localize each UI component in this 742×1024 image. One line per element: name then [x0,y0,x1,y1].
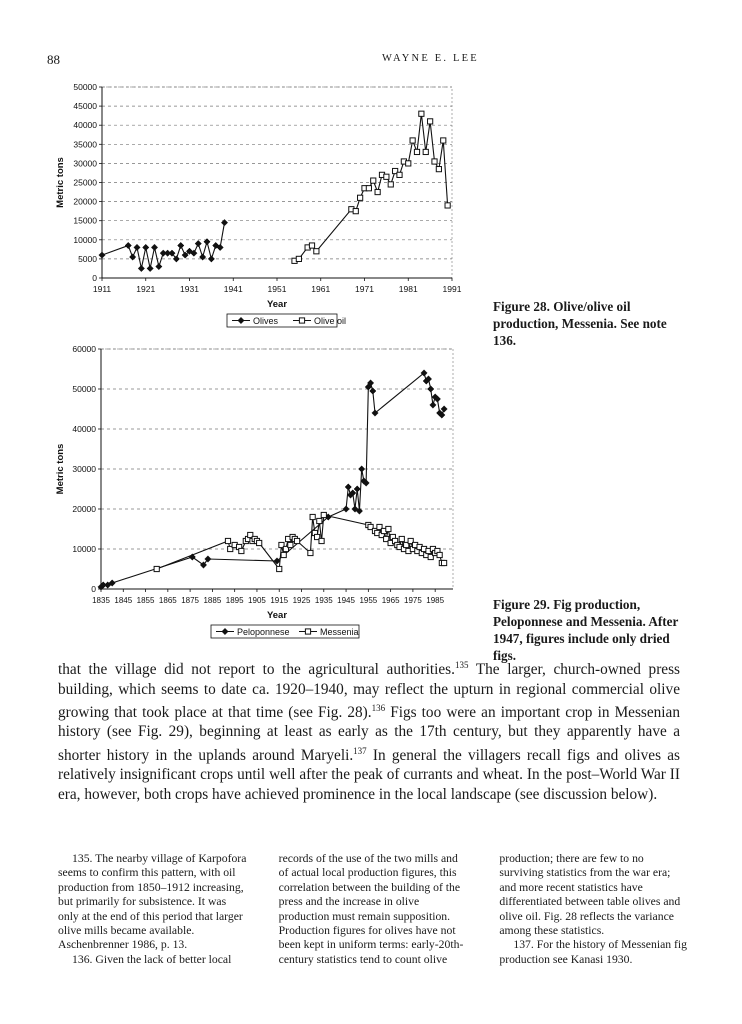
data-point [371,178,376,183]
x-tick-label: 1845 [114,596,133,605]
data-point [309,243,314,248]
figure-28-chart [0,70,742,335]
y-tick-label: 0 [92,273,97,283]
footnote-135: 135. The nearby village of Karpofora seems to confirm this pattern, with oil production from 1850–1912 increasing, but primarily for subsistence. It was only at the end of this period that larger olive mills became available. Aschenbrenner 1986, p. 13. [58,852,247,952]
data-point [294,538,299,543]
data-point [156,263,162,269]
data-point [345,484,351,490]
data-point [410,138,415,143]
data-point [406,161,411,166]
data-point [225,538,230,543]
data-point [99,252,105,258]
x-tick-label: 1865 [158,596,177,605]
data-point [436,167,441,172]
data-point [423,149,428,154]
x-tick-label: 1855 [136,596,155,605]
x-tick-label: 1935 [314,596,333,605]
footnote-column-2 [279,852,468,967]
x-tick-label: 1835 [92,596,110,605]
data-point [432,159,437,164]
y-tick-label: 15000 [73,215,97,226]
y-tick-label: 45000 [73,101,97,112]
data-point [428,386,434,392]
y-tick-label: 20000 [73,196,97,207]
x-tick-label: 1895 [225,596,244,605]
data-point [414,149,419,154]
footnote-column-1 [58,852,247,967]
legend-marker [299,318,304,323]
data-point [310,514,315,519]
y-tick-label: 20000 [72,504,96,514]
data-point [441,406,447,412]
figure-28-caption: Figure 28. Olive/olive oil production, Messenia. See note 136. [493,299,667,348]
y-tick-label: 40000 [72,424,96,434]
y-tick-label: 10000 [73,234,97,245]
x-tick-label: 1941 [223,284,243,294]
data-point [388,182,393,187]
x-tick-label: 1945 [337,596,355,605]
y-tick-label: 25000 [73,177,97,188]
data-point [437,552,442,557]
data-point [428,119,433,124]
series-olive-oil [292,111,450,263]
data-point [399,536,404,541]
data-point [353,209,358,214]
data-point [441,560,446,565]
legend-label: Peloponnese [237,627,290,637]
data-point [314,249,319,254]
legend-marker [305,629,310,634]
x-tick-label: 1951 [267,284,287,294]
data-point [319,538,324,543]
page-number: 88 [47,52,60,67]
x-tick-label: 1875 [181,596,200,605]
x-tick-label: 1911 [92,284,112,294]
y-tick-label: 30000 [72,464,96,474]
x-tick-label: 1975 [404,596,422,605]
data-point [343,506,349,512]
legend [227,314,346,327]
x-tick-label: 1905 [248,596,266,605]
y-tick-label: 35000 [73,139,97,150]
y-axis-title: Metric tons [55,443,66,495]
data-point [208,256,214,262]
y-tick-label: 50000 [73,82,97,92]
footnote-column-3 [499,852,688,967]
y-axis-title: Metric tons [55,157,66,208]
x-tick-label: 1915 [270,596,289,605]
legend [211,625,359,638]
series-olives [99,219,228,271]
data-point [257,540,262,545]
data-point [354,486,360,492]
x-tick-label: 1885 [203,596,222,605]
y-tick-label: 0 [91,584,96,594]
data-point [178,242,184,248]
x-tick-label: 1981 [398,284,418,294]
data-point [125,242,131,248]
data-point [358,195,363,200]
x-axis-title: Year [266,610,288,621]
data-point [430,402,436,408]
footnotes [58,852,688,967]
data-point [370,388,376,394]
data-point [308,550,313,555]
data-point [134,244,140,250]
y-tick-label: 10000 [72,544,96,554]
x-tick-label: 1961 [311,284,331,294]
note-ref-135: 135 [454,660,469,670]
footnote-136-continued: records of the use of the two mills and of actual local production figures, this correlation between the building of the press and the increase in olive production must remain supposition. Production figures for olives have not been kept in uniform terms: early-20th-century statistics tend to count olive [278,852,464,966]
x-tick-label: 1921 [136,284,156,294]
data-point [366,186,371,191]
legend-label: Olives [253,316,279,326]
data-point [239,548,244,553]
data-point [277,566,282,571]
data-point [419,111,424,116]
legend-label: Olive oil [314,316,347,326]
data-point [147,265,153,271]
y-tick-label: 30000 [73,158,97,169]
footnote-136-start: 136. Given the lack of better local [72,952,232,966]
data-point [441,138,446,143]
x-tick-label: 1971 [355,284,374,294]
x-tick-label: 1965 [381,596,400,605]
data-point [143,244,149,250]
data-point [375,189,380,194]
data-point [445,203,450,208]
figure-29-caption: Figure 29. Fig production, Peloponnese and Messenia. After 1947, figures include only dried figs. [493,597,679,663]
series-messenia [154,512,447,571]
x-tick-label: 1991 [442,284,462,294]
y-tick-label: 60000 [72,344,96,354]
data-point [296,256,301,261]
x-tick-label: 1931 [180,284,199,294]
x-tick-label: 1955 [359,596,378,605]
note-ref-137: 137 [353,745,367,756]
data-point [138,265,144,271]
series-peloponnese [98,370,447,590]
y-tick-label: 5000 [78,253,97,264]
x-tick-label: 1925 [292,596,311,605]
note-ref-136: 136 [371,702,386,713]
legend-label: Messenia [320,627,359,637]
data-point [397,172,402,177]
series-line [102,223,225,269]
data-point [281,552,286,557]
data-point [386,526,391,531]
series-line [101,373,444,587]
y-tick-label: 50000 [72,384,96,394]
body-text: that the village did not report to the agricultural authorities.$^{135}$ The larger, church-owned press building, which seems to date ca. 1920–1940, may reflect the upturn in regional commercial olive growing that took place at that time (see Fig. 28).$^{136}$ Figs too were an important crop in Messenian history (see Fig. 29), beginning at least as early as the 17th century, but they apparently have a shorter history in the uplands around Maryeli.$^{137}$ In general the villagers recall figs and olives as relatively insignificant crops until well after the peak of currants and wheat. In the post–World War II era, however, both crops have achieved prominence in the local landscape (see discussion below). [58,660,681,803]
data-point [288,542,293,547]
running-head: WAYNE E. LEE [382,53,479,64]
data-point [151,244,157,250]
y-tick-label: 40000 [73,120,97,131]
footnote-137: 137. For the history of Messenian fig production see Kanasi 1930. [499,938,688,966]
data-point [384,174,389,179]
data-point [317,518,322,523]
data-point [321,512,326,517]
x-tick-label: 1985 [426,596,445,605]
data-point [195,240,201,246]
data-point [358,466,364,472]
footnote-136-end: production; there are few to no surviving statistics from the war era; and more recent statistics have differentiated between table olives and olive oil. Fig. 28 reflects the variance among these statistics. [499,852,681,938]
x-axis-title: Year [266,299,288,310]
data-point [154,566,159,571]
